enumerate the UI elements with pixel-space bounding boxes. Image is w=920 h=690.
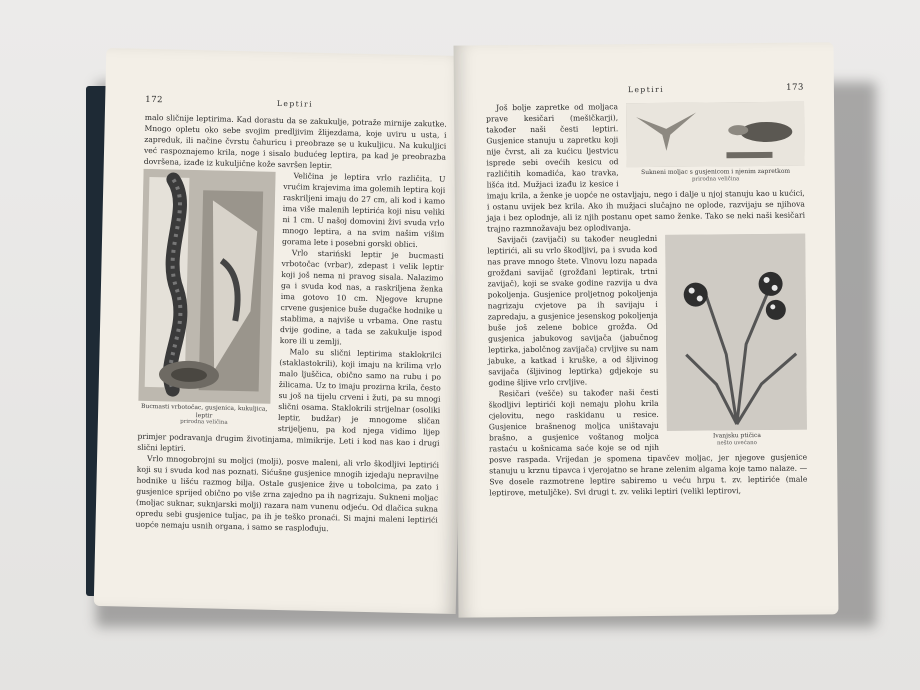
right-page	[454, 42, 839, 617]
figure-caption-moljac: Sukneni moljac s gusjenicom i njenim zapretkom	[641, 167, 791, 177]
right-paragraph-3: Resičari (vešče) su također naši česti škodljivi leptirići koji nemaju plohu krila cjelovitu, nego raskidanu u resice. Gusjenice brašnenog moljca uništavaju brašno, a gusjenice voštanog moljca rastaću u košnicama saće koje se od njih posve raspada. Vrijedan je spomena tipavčev moljac, jer njegove gusjenice stanuju u krznu tipavca i vjerojatno se hrane zelenim algama koje tamo nalaze. — Sve dosele razmotrene leptire sabiremo u veću hrpu t. zv. leptiriće (male leptirove, metuljčke). Svi drugi t. zv. veliki leptiri (veliki leptirovi,	[488, 387, 808, 498]
right-paragraph-2: Savijači (zavijači) su također neugledni leptirići, ali su vrlo škodljivi, pa i svuda kod nas prave mnogo štete. Vinovu lozu napada grožđani savijač (grožđani leptirak, trtni zavijač), koji se svake godine razvija u dva pokoljenja. Gusjenice proljetnog pokoljenja nagrizaju cvjetove pa ih savijaju i zapredaju, a gusjenice jesenskog pokoljenja buše još zelene bobice grožđa. Od gusjenica jabukovog savijača (jabučnog leptirka, jabolčnog zavijača) crvljive su nam jabuke, a katkad i kruške, a od šljivinog savijača (šljivinog leptirka) gdjekoje su godine šljive vrlo crvljive.	[487, 233, 659, 388]
left-page	[94, 48, 469, 614]
running-head-left: Leptiri	[276, 98, 314, 109]
figure-ivanjska-pticica	[665, 234, 807, 448]
figure-caption-vrbotocac: Bucmasti vrbotočac, gusjenica, kukuljica, leptir	[141, 402, 268, 419]
figure-scale-vrbotocac: prirodna veličina	[180, 418, 228, 426]
figure-moljac	[626, 102, 805, 185]
figure-scale-moljac: prirodna veličina	[691, 175, 740, 183]
left-paragraph-2: Veličina je leptira vrlo različita. U vrućim krajevima ima golemih leptira koji raskriljeni imaju do 27 cm, ali kod i kamo ima više malenih leptirića koji nisu veliki ni 1 cm. U našoj domovini živi svuda vrlo mnogo leptira, a na svim našim višim gorama lete i posebni gorski oblici.	[281, 171, 446, 250]
figure-caption-pticica: Ivanjsku ptičica	[712, 432, 761, 440]
moljac-illustration	[626, 102, 805, 168]
vrbotocac-illustration	[138, 169, 275, 404]
right-page-header	[486, 83, 804, 97]
left-page-header	[145, 95, 447, 113]
page-number-right: 173	[786, 82, 804, 93]
figure-vrbotocac	[138, 169, 276, 428]
pticica-illustration	[665, 234, 807, 431]
left-paragraph-3: Vrlo stariński leptir je bucmasti vrbotočac (vrbar), zdepast i velik leptir koji još nema ni pravog sisala. Nalazimo ga i svuda kod nas, a raskriljena ženka ima gotovo 10 cm. Njegove krupne crvene gusjenice buše dugačke hodnike u stablima, a najviše u vrbama. One rastu dvije godine, a tada se zakukulje ispod kore ili u zemlji.	[279, 248, 444, 347]
left-paragraph-4: Malo su slični leptirima staklokrilci (staklastokrili), koji imaju na krilima vrlo malo ljuščica, obično samo na rubu i po žilicama. Uz to imaju prozirna krila, često su još na tijelu crveni i žuti, pa su mnogi slični osama. Staklokrili strijelnar (osoliki leptir, budžar) je mnogome sličan strijeljenu, pa kod njega vidimo lijep primjer podravanja drugim životinjama, mimikrije. Leti i kod nas kao i drugi slični leptiri.	[137, 347, 442, 453]
right-paragraph-1: Još bolje zapretke od moljaca prave kesičari (mešičkarji), također naši česti leptiri. Gusjenice stanuju u zapretku koji nije čvrst, ali za kućicu ljestvicu isprede sebi ovećih kesicu od različitih komadića, kao travka, lišća itd. Mužjaci izađu iz kesice i imaju krila, a ženke je uopće ne ostavljaju, nego i dalje u njoj stanuju kao u kućici, i ostanu uvijek bez krila. Ako ih mužjaci slučajno ne oplode, razvijaju se njihova jaja i bez oplodnje, ali iz njih postanu opet samo ženke. Tako se neki naši kesičari trajno razmnožavaju bez oplodivanja.	[486, 102, 806, 234]
page-number-left: 172	[145, 94, 164, 106]
left-paragraph-1: malo sličnije leptirima. Kad dorastu da se zakukulje, potraže mirnije zakutke. Mnogo opletu oko sebe svojim predljivim žlijezdama, koje uviru u usta, i zapreduk, ili načine čvrstu čahuricu i preobraze se u kukuljicu. Na kukuljici već raspoznajemo krila, noge i sisalo budućeg leptira, pa kad je preobrazba dovršena, izađe iz kukuljične kože savršen leptir.	[143, 112, 447, 171]
figure-scale-pticica: nešto uvećano	[716, 439, 758, 446]
left-paragraph-5: Vrlo mnogobrojni su moljci (molji), posve maleni, ali vrlo škodljivi leptirići koji su i svuda kod nas poznati. Sićušne gusjenice mnogih izjedaju nepravilne hodnike u lišću razmog bilja. Ostale gusjenice žive u tobolcima, pa zato i gusjenice sprijed obično po više zrna zajedno pa ih nagrizaju. Sukneni moljac (moljac suknar, suknjarski molji) razara nam vunenu odjeću. Od dlačica sukna opredu sebi gusjenice tuljac, pa ih je teško pronaći. Si majni maleni leptirići uopće nemaju usnih organa, i samo se rasplođuju.	[135, 453, 440, 534]
running-head-right: Leptiri	[627, 84, 665, 95]
